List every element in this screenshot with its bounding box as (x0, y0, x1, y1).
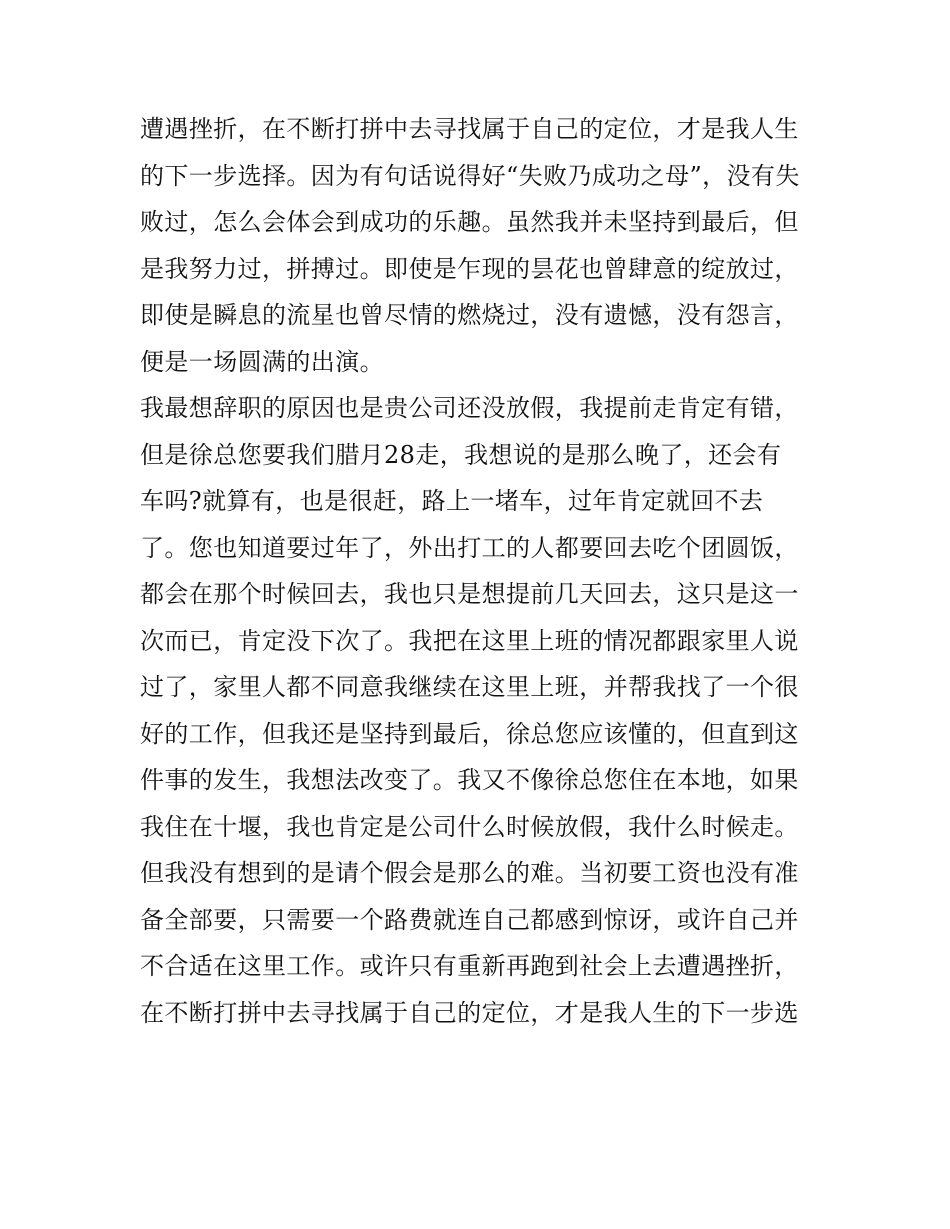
body-text (140, 106, 830, 1036)
text-line: 过了，家里人都不同意我继续在这里上班，并帮我找了一个很 (140, 673, 799, 701)
text-line: 备全部要，只需要一个路费就连自己都感到惊讶，或许自己并 (140, 905, 799, 934)
text-line: 车吗?就算有，也是很赶，路上一堵车，过年肯定就回不去 (140, 487, 764, 515)
text-line: 的下一步选择。因为有句话说得好“失败乃成功之母”，没有失 (140, 161, 800, 190)
text-line: 了。您也知道要过年了，外出打工的人都要回去吃个团圆饭， (140, 533, 799, 562)
text-line: 好的工作，但我还是坚持到最后，徐总您应该懂的，但直到这 (140, 719, 799, 748)
text-line: 都会在那个时候回去，我也只是想提前几天回去，这只是这一 (140, 580, 799, 608)
text-line: 但我没有想到的是请个假会是那么的难。当初要工资也没有准 (140, 859, 799, 887)
text-line: 便是一场圆满的出演。 (140, 347, 384, 376)
text-line: 败过，怎么会体会到成功的乐趣。虽然我并未坚持到最后，但 (140, 208, 799, 236)
text-line: 次而已，肯定没下次了。我把在这里上班的情况都跟家里人说 (140, 626, 799, 655)
text-line: 不合适在这里工作。或许只有重新再跑到社会上去遭遇挫折， (140, 952, 799, 980)
text-line: 是我努力过，拼搏过。即使是乍现的昙花也曾肆意的绽放过， (140, 254, 799, 283)
text-line: 但是徐总您要我们腊月28走，我想说的是那么晚了，还会有 (140, 440, 782, 469)
text-line: 件事的发生，我想法改变了。我又不像徐总您住在本地，如果 (140, 766, 799, 794)
text-line: 即使是瞬息的流星也曾尽情的燃烧过，没有遗憾，没有怨言， (140, 301, 799, 329)
text-line: 我住在十堰，我也肯定是公司什么时候放假，我什么时候走。 (140, 812, 799, 841)
text-line: 在不断打拼中去寻找属于自己的定位，才是我人生的下一步选 (140, 998, 799, 1027)
text-line: 遭遇挫折，在不断打拼中去寻找属于自己的定位，才是我人生 (140, 115, 799, 143)
text-line: 我最想辞职的原因也是贵公司还没放假，我提前走肯定有错， (140, 394, 799, 422)
